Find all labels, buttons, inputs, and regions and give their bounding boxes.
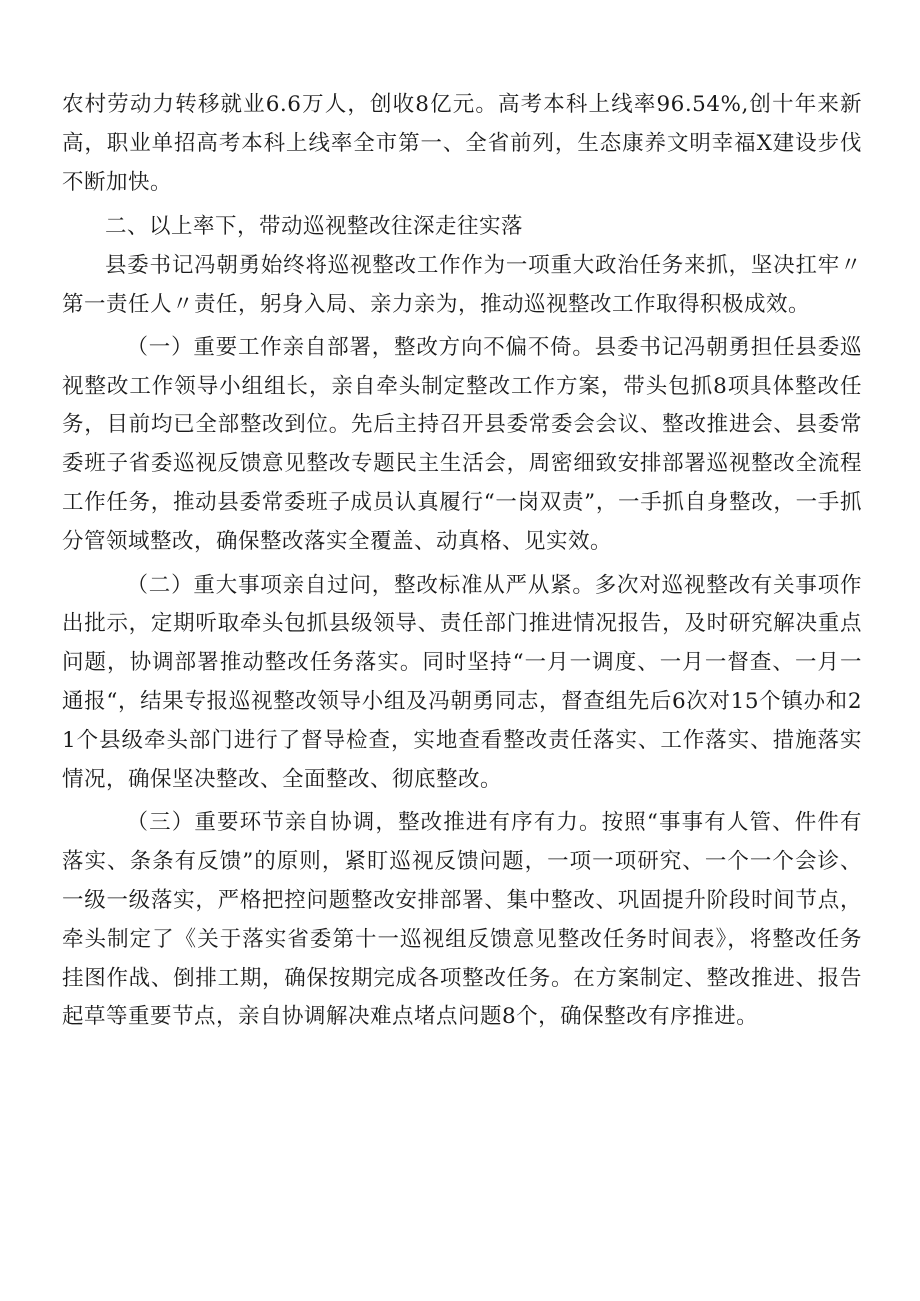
paragraph-item-1: （一）重要工作亲自部署，整改方向不偏不倚。县委书记冯朝勇担任县委巡视整改工作领导小组组长，亲自牵头制定整改工作方案，带头包抓8项具体整改任务，目前均已全部整改到位。先后主持召开县委常委会会议、整改推进会、县委常委班子省委巡视反馈意见整改专题民主生活会，周密细致安排部署巡视整改全流程工作任务，推动县委常委班子成员认真履行“一岗双责”，一手抓自身整改，一手抓分管领域整改，确保整改落实全覆盖、动真格、见实效。 — [62, 334, 862, 554]
section-heading: 二、以上率下，带动巡视整改往深走往实落 — [105, 214, 524, 240]
paragraph-item-2: （二）重大事项亲自过问，整改标准从严从紧。多次对巡视整改有关事项作出批示，定期听取牵头包抓县级领导、责任部门推进情况报告，及时研究解决重点问题，协调部署推动整改任务落实。同时坚持“一月一调度、一月一督查、一月一通报“，结果专报巡视整改领导小组及冯朝勇同志，督查组先后6次对15个镇办和21个县级牵头部门进行了督导检查，实地查看整改责任落实、工作落实、措施落实情况，确保坚决整改、全面整改、彻底整改。 — [62, 572, 862, 792]
paragraph-continuation: 农村劳动力转移就业6.6万人，创收8亿元。高考本科上线率96.54%,创十年来新高，职业单招高考本科上线率全市第一、全省前列，生态康养文明幸福X建设步伐不断加快。 — [62, 92, 862, 195]
paragraph-item-3: （三）重要环节亲自协调，整改推进有序有力。按照“事事有人管、件件有落实、条条有反馈”的原则，紧盯巡视反馈问题，一项一项研究、一个一个会诊、一级一级落实，严格把控问题整改安排部署、集中整改、巩固提升阶段时间节点，牵头制定了《关于落实省委第十一巡视组反馈意见整改任务时间表》，将整改任务挂图作战、倒排工期，确保按期完成各项整改任务。在方案制定、整改推进、报告起草等重要节点，亲自协调解决难点堵点问题8个，确保整改有序推进。 — [62, 810, 862, 1030]
paragraph-intro: 县委书记冯朝勇始终将巡视整改工作作为一项重大政治任务来抓，坚决扛牢〃第一责任人〃责任，躬身入局、亲力亲为，推动巡视整改工作取得积极成效。 — [62, 253, 862, 317]
document-body — [62, 86, 862, 1037]
